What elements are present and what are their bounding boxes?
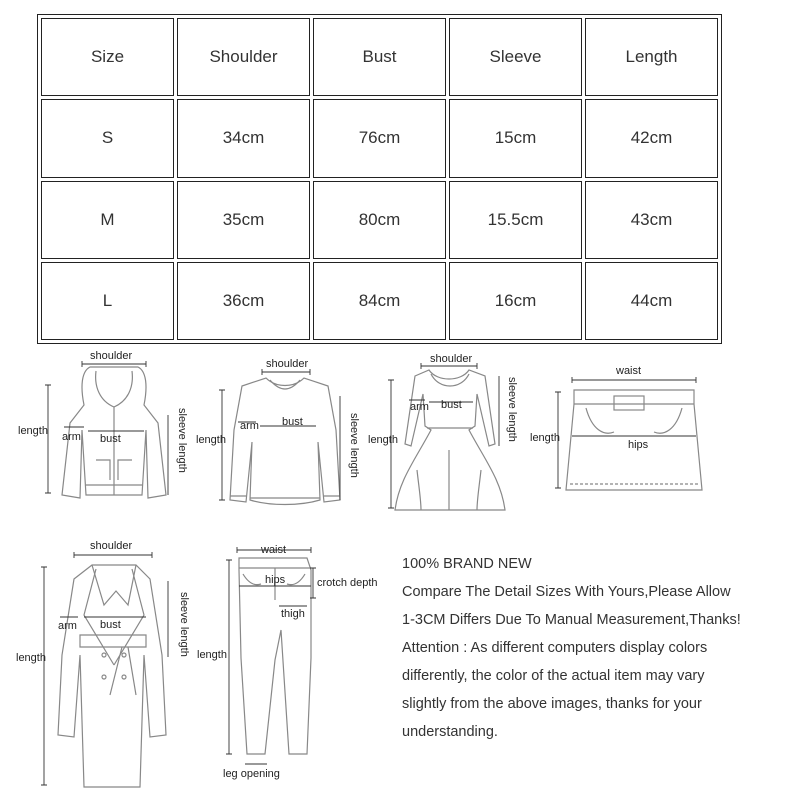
notice-line-4: Attention : As different computers display colors (402, 640, 708, 656)
coat-arm-label: arm (58, 620, 77, 632)
row-l-shoulder: 36cm (177, 262, 310, 340)
header-sleeve: Sleeve (449, 18, 582, 96)
row-l-sleeve: 16cm (449, 262, 582, 340)
coat-sleeve-length-label: sleeve length (178, 592, 190, 657)
pants-thigh-label: thigh (281, 608, 305, 620)
dress-bust-label: bust (441, 399, 462, 411)
row-m-sleeve: 15.5cm (449, 181, 582, 259)
notice-line-2: Compare The Detail Sizes With Yours,Please Allow (402, 584, 731, 600)
sweater-length-label: length (196, 434, 226, 446)
header-shoulder: Shoulder (177, 18, 310, 96)
product-notice (402, 550, 792, 746)
coat-bust-label: bust (100, 619, 121, 631)
header-bust: Bust (313, 18, 446, 96)
sweater-bust-label: bust (282, 416, 303, 428)
hoodie-diagram (0, 345, 200, 525)
notice-line-6: slightly from the above images, thanks for your (402, 696, 702, 712)
coat-outline (0, 535, 200, 795)
row-m-shoulder: 35cm (177, 181, 310, 259)
size-table (37, 14, 722, 344)
pants-diagram (195, 540, 395, 790)
header-size: Size (41, 18, 174, 96)
sweater-arm-label: arm (240, 420, 259, 432)
hoodie-length-label: length (18, 425, 48, 437)
hoodie-sleeve-length-label: sleeve length (176, 408, 188, 473)
dress-sleeve-length-label: sleeve length (506, 377, 518, 442)
coat-length-label: length (16, 652, 46, 664)
row-s-length: 42cm (585, 99, 718, 177)
row-l-length: 44cm (585, 262, 718, 340)
notice-line-7: understanding. (402, 724, 498, 740)
dress-arm-label: arm (410, 401, 429, 413)
row-l-bust: 84cm (313, 262, 446, 340)
sweater-sleeve-length-label: sleeve length (348, 413, 360, 478)
pants-crotch-depth-label: crotch depth (317, 577, 378, 589)
row-s-sleeve: 15cm (449, 99, 582, 177)
dress-shoulder-label: shoulder (430, 353, 473, 365)
header-length: Length (585, 18, 718, 96)
row-l-size: L (41, 262, 174, 340)
notice-line-5: differently, the color of the actual item may vary (402, 668, 705, 684)
sweater-shoulder-label: shoulder (266, 358, 309, 370)
skirt-diagram (530, 360, 730, 520)
skirt-length-label: length (530, 432, 560, 444)
row-m-size: M (41, 181, 174, 259)
row-m-bust: 80cm (313, 181, 446, 259)
pants-length-label: length (197, 649, 227, 661)
skirt-waist-label: waist (616, 365, 642, 377)
row-s-shoulder: 34cm (177, 99, 310, 177)
pants-waist-label: waist (261, 544, 287, 556)
coat-shoulder-label: shoulder (90, 540, 133, 552)
hoodie-shoulder-label: shoulder (90, 350, 133, 362)
notice-line-1: 100% BRAND NEW (402, 556, 532, 572)
row-s-size: S (41, 99, 174, 177)
pants-leg-opening-label: leg opening (223, 768, 280, 780)
sweater-diagram (190, 350, 380, 520)
pants-hips-label: hips (265, 574, 286, 586)
notice-line-3: 1-3CM Differs Due To Manual Measurement,Thanks! (402, 612, 741, 628)
dress-length-label: length (368, 434, 398, 446)
row-m-length: 43cm (585, 181, 718, 259)
hoodie-bust-label: bust (100, 433, 121, 445)
skirt-hips-label: hips (628, 439, 649, 451)
hoodie-arm-label: arm (62, 431, 81, 443)
row-s-bust: 76cm (313, 99, 446, 177)
dress-diagram (365, 350, 535, 520)
coat-diagram (0, 535, 200, 795)
